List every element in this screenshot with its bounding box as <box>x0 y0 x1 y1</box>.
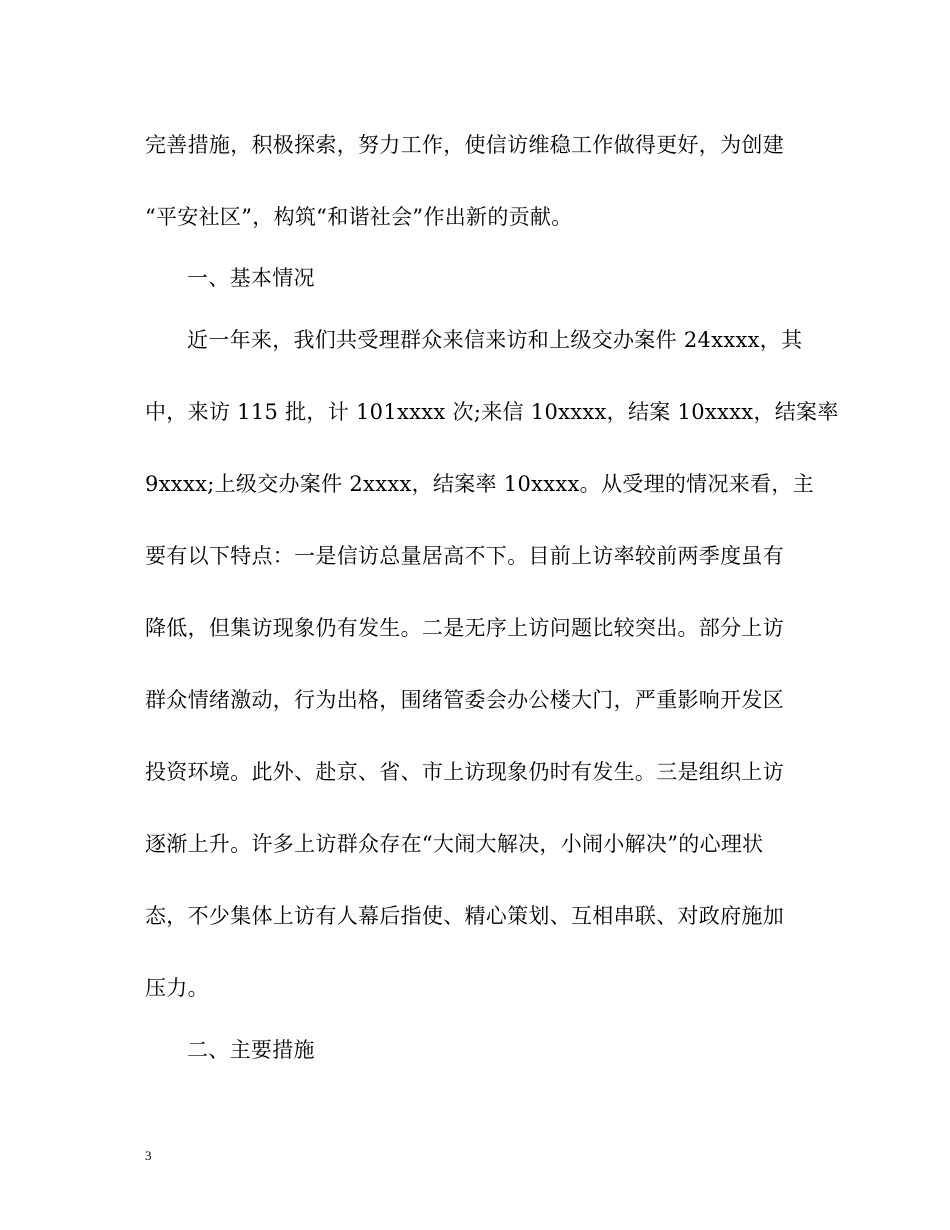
section-heading: 一、基本情况 <box>187 266 315 290</box>
paragraph-line: 近一年来，我们共受理群众来信来访和上级交办案件 24xxxx，其 <box>187 328 803 352</box>
paragraph-line: 中，来访 115 批，计 101xxxx 次;来信 10xxxx，结案 10xxxx，结案率 <box>145 400 839 424</box>
page-number: 3 <box>145 1148 152 1163</box>
paragraph-line: 逐渐上升。许多上访群众存在“大闹大解决，小闹小解决”的心理状 <box>145 832 764 856</box>
paragraph-line: 压力。 <box>145 976 209 1000</box>
paragraph-line: 9xxxx;上级交办案件 2xxxx，结案率 10xxxx。从受理的情况来看，主 <box>145 472 814 496</box>
paragraph-line: 完善措施，积极探索，努力工作，使信访维稳工作做得更好，为创建 <box>145 133 784 157</box>
section-heading: 二、主要措施 <box>187 1038 315 1062</box>
paragraph-line: 降低，但集访现象仍有发生。二是无序上访问题比较突出。部分上访 <box>145 616 784 640</box>
paragraph-line: “平安社区”，构筑“和谐社会”作出新的贡献。 <box>145 205 573 229</box>
paragraph-line: 要有以下特点：一是信访总量居高不下。目前上访率较前两季度虽有 <box>145 544 784 568</box>
paragraph-line: 态，不少集体上访有人幕后指使、精心策划、互相串联、对政府施加 <box>145 904 784 928</box>
paragraph-line: 群众情绪激动，行为出格，围绪管委会办公楼大门，严重影响开发区 <box>145 688 784 712</box>
paragraph-line: 投资环境。此外、赴京、省、市上访现象仍时有发生。三是组织上访 <box>145 760 784 784</box>
